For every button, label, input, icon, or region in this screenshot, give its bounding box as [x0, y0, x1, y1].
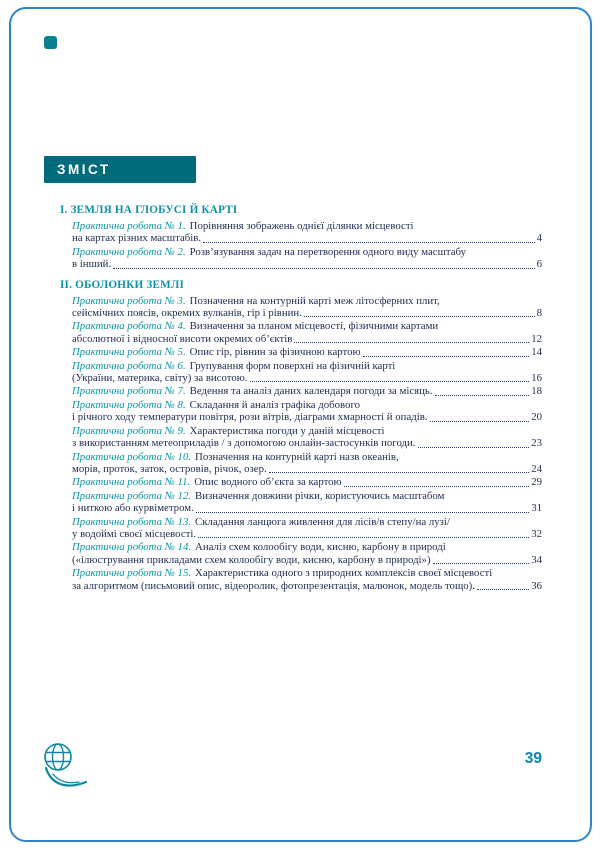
entry-label: Практична робота № 3. [72, 294, 186, 307]
entry-page-number: 24 [531, 462, 542, 475]
entry-line [72, 528, 542, 540]
toc-entry [72, 451, 542, 476]
toc-entry [72, 220, 542, 245]
entry-line [72, 399, 542, 411]
leader-dots [304, 316, 535, 317]
entry-line [72, 307, 542, 319]
entry-text: Аналіз схем колообігу води, кисню, карбону в природі [195, 541, 446, 554]
entry-line [72, 425, 542, 437]
section-entries [72, 295, 542, 592]
entry-line [72, 346, 542, 358]
entry-label: Практична робота № 10. [72, 450, 192, 463]
entry-label: Практична робота № 7. [72, 385, 186, 398]
entry-page-number: 6 [536, 258, 542, 271]
entry-line [72, 333, 542, 345]
entry-line [72, 451, 542, 463]
entry-text: за алгоритмом (письмовий опис, відеоролик, фотопрезентація, малюнок, модель тощо). [72, 579, 475, 592]
entry-text: абсолютної і відносної висоти окремих об’єктів [72, 332, 293, 345]
leader-dots [203, 242, 535, 243]
toc-entry [72, 385, 542, 397]
entry-line [72, 372, 542, 384]
leader-dots [269, 472, 530, 473]
entry-line [72, 554, 542, 566]
entry-line [72, 541, 542, 553]
entry-label: Практична робота № 12. [72, 489, 192, 502]
entry-line [72, 295, 542, 307]
entry-text: Складання ланцюга живлення для лісів/в степу/на лузі/ [195, 515, 450, 528]
entry-page-number: 16 [531, 372, 542, 385]
entry-line [72, 516, 542, 528]
entry-line [72, 463, 542, 475]
entry-label: Практична робота № 1. [72, 220, 186, 232]
entry-text: Опис гір, рівнин за фізичною картою [189, 346, 361, 359]
entry-page-number: 34 [531, 553, 542, 566]
entry-text: на картах різних масштабів. [72, 232, 202, 245]
footer-page-number: 39 [524, 750, 542, 767]
leader-dots [113, 268, 534, 269]
entry-text: Опис водного об’єкта за картою [194, 476, 342, 489]
entry-label: Практична робота № 6. [72, 359, 186, 372]
entry-page-number: 31 [531, 502, 542, 515]
leader-dots [294, 342, 529, 343]
leader-dots [477, 589, 529, 590]
entry-text: Позначення на контурній карті назв океанів, [195, 450, 399, 463]
entry-line [72, 360, 542, 372]
section-title: ІІ. ОБОЛОНКИ ЗЕМЛІ [60, 278, 185, 291]
toc-entry [72, 490, 542, 515]
entry-page-number: 4 [536, 232, 542, 245]
entry-text: Визначення довжини річки, користуючись масштабом [195, 489, 445, 502]
entry-text: Складання й аналіз графіка добового [189, 398, 361, 411]
entry-line [72, 411, 542, 423]
leader-dots [196, 512, 529, 513]
entry-text: і ниткою або курвіметром. [72, 502, 194, 515]
entry-line [72, 580, 542, 592]
toc-section [60, 204, 542, 271]
leader-dots [433, 563, 530, 564]
entry-line [72, 490, 542, 502]
entry-line [72, 220, 542, 232]
entry-text: («ілюстрування прикладами схем колообігу води, кисню, карбону в природі») [72, 553, 431, 566]
section-title: І. ЗЕМЛЯ НА ГЛОБУСІ Й КАРТІ [60, 204, 238, 216]
entry-line [72, 437, 542, 449]
entry-text: Характеристика погоди у даній місцевості [189, 424, 385, 437]
entry-line [72, 246, 542, 258]
entry-line [72, 232, 542, 244]
toc-entry [72, 399, 542, 424]
leader-dots [344, 486, 530, 487]
entry-text: з використанням метеоприладів / з допомогою онлайн-застосунків погоди. [72, 437, 416, 450]
entry-text: у водоймі своєї місцевості. [72, 527, 197, 540]
contents-header-label: ЗМІСТ [57, 162, 111, 177]
entry-text: Групування форм поверхні на фізичній карті [189, 359, 396, 372]
toc-entry [72, 476, 542, 488]
entry-text: Розв’язування задач на перетворення одного виду масштабу [189, 245, 467, 258]
entry-label: Практична робота № 13. [72, 515, 192, 528]
toc-entry [72, 516, 542, 541]
entry-page-number: 18 [531, 385, 542, 398]
toc-entry [72, 295, 542, 320]
entry-text: Характеристика одного з природних комплексів своєї місцевості [195, 567, 493, 580]
toc-entry [72, 320, 542, 345]
toc-entry [72, 425, 542, 450]
entry-text: Порівняння зображень однієї ділянки місцевості [189, 220, 414, 232]
entry-line [72, 567, 542, 579]
toc-entry [72, 346, 542, 358]
contents-header [44, 156, 196, 183]
entry-page-number: 23 [531, 437, 542, 450]
entry-page-number: 8 [536, 307, 542, 320]
entry-text: Позначення на контурній карті меж літосферних плит, [189, 294, 440, 307]
toc-entry [72, 360, 542, 385]
entry-label: Практична робота № 11. [72, 476, 191, 489]
entry-line [72, 320, 542, 332]
entry-page-number: 36 [531, 579, 542, 592]
entry-text: і річного ходу температури повітря, рози вітрів, діаграми хмарності й опадів. [72, 411, 428, 424]
entry-text: Визначення за планом місцевості, фізичними картами [189, 320, 439, 333]
corner-accent-square [44, 36, 57, 49]
leader-dots [430, 421, 530, 422]
entry-line [72, 385, 542, 397]
toc-entry [72, 541, 542, 566]
entry-label: Практична робота № 14. [72, 541, 192, 554]
leader-dots [418, 447, 530, 448]
entry-page-number: 12 [531, 332, 542, 345]
entry-page-number: 20 [531, 411, 542, 424]
entry-text: (України, материка, світу) за висотою. [72, 372, 248, 385]
entry-label: Практична робота № 2. [72, 245, 186, 258]
entry-text: Ведення та аналіз даних календаря погоди за місяць. [189, 385, 433, 398]
entry-label: Практична робота № 4. [72, 320, 186, 333]
leader-dots [198, 537, 529, 538]
entry-line [72, 502, 542, 514]
entry-text: сейсмічних поясів, окремих вулканів, гір і рівнин. [72, 307, 302, 320]
entry-text: морів, проток, заток, островів, річок, озер. [72, 462, 267, 475]
globe-icon [38, 740, 90, 796]
entry-page-number: 14 [531, 346, 542, 359]
toc-entry [72, 567, 542, 592]
entry-text: в інший. [72, 258, 112, 271]
leader-dots [363, 356, 530, 357]
entry-page-number: 32 [531, 527, 542, 540]
leader-dots [250, 381, 530, 382]
entry-line [72, 258, 542, 270]
entry-label: Практична робота № 15. [72, 567, 192, 580]
entry-page-number: 29 [531, 476, 542, 489]
leader-dots [435, 395, 530, 396]
toc-section [60, 279, 542, 592]
entry-line [72, 476, 542, 488]
section-entries [72, 220, 542, 271]
entry-label: Практична робота № 9. [72, 424, 186, 437]
toc-entry [72, 246, 542, 271]
toc [60, 204, 542, 600]
entry-label: Практична робота № 5. [72, 346, 186, 359]
entry-label: Практична робота № 8. [72, 398, 186, 411]
